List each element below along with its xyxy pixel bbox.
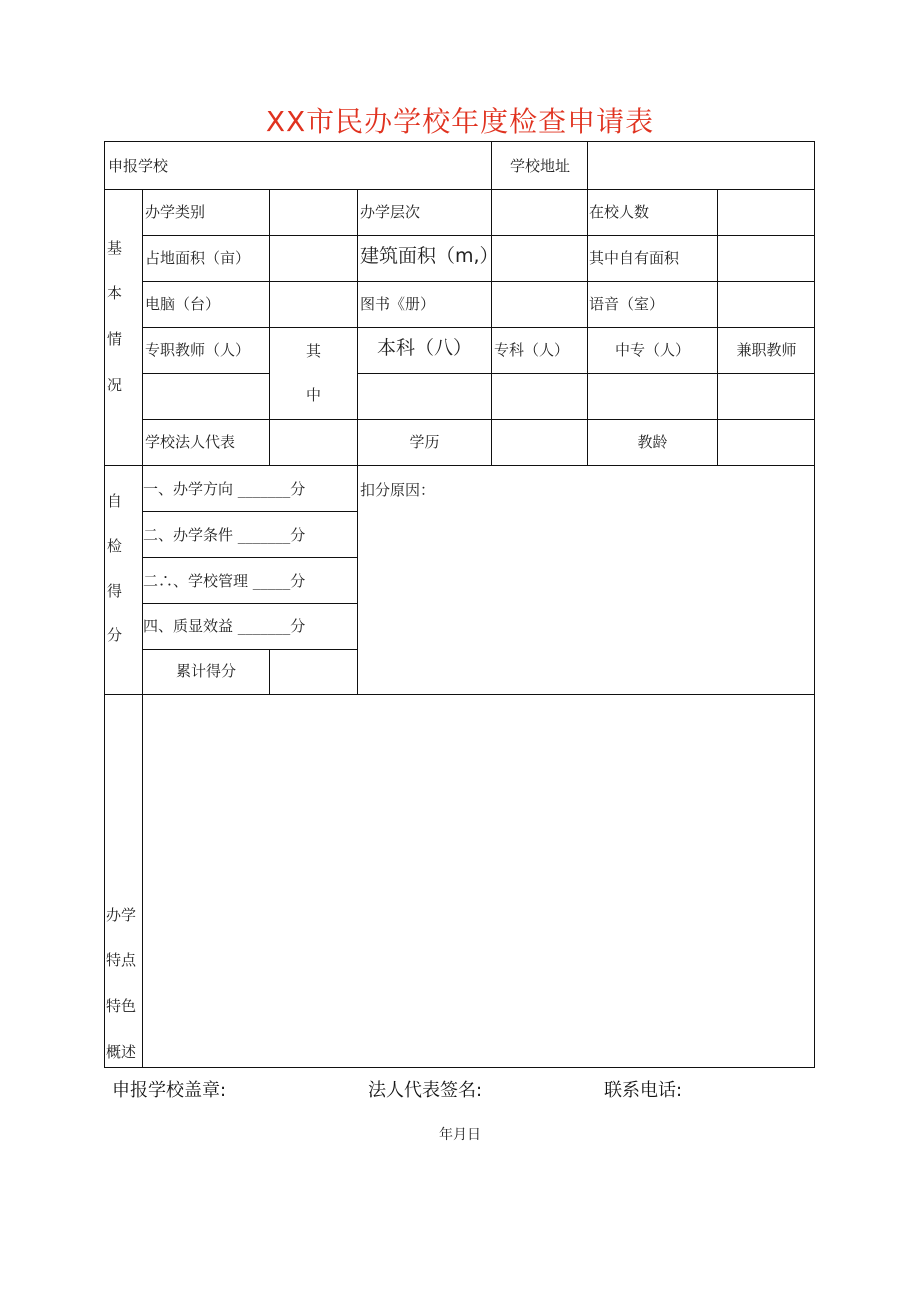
of-which-label: 其 xyxy=(305,342,321,360)
legal-rep-label: 学校法人代表 xyxy=(145,433,236,451)
self-check-section-label: 分 xyxy=(107,626,123,644)
self-check-section-label: 自 xyxy=(107,492,123,510)
of-which-label: 中 xyxy=(305,386,321,404)
self-check-item: 二∴、学校管理 _____分 xyxy=(143,572,306,590)
self-check-item: 四、质显效益 _______分 xyxy=(143,617,306,635)
language-labs-label: 语音（室） xyxy=(589,295,665,313)
school-level-label: 办学层次 xyxy=(360,203,421,221)
column-divider xyxy=(717,189,718,465)
parttime-teachers-label: 兼职教师 xyxy=(736,341,797,359)
school-type-label: 办学类别 xyxy=(145,203,206,221)
own-area-label: 其中自有面积 xyxy=(589,249,680,267)
basic-section-label: 况 xyxy=(107,376,123,394)
fulltime-teachers-label: 专职教师（人） xyxy=(145,341,251,359)
row-divider xyxy=(142,373,269,374)
row-divider xyxy=(104,189,815,190)
column-divider xyxy=(269,189,270,235)
row-divider xyxy=(142,557,358,558)
building-area-label: 建筑面积（m,） xyxy=(360,245,499,267)
applicant-school-label: 申报学校 xyxy=(108,157,169,175)
self-check-item: 一、办学方向 _______分 xyxy=(143,480,306,498)
row-divider xyxy=(142,281,815,282)
column-divider xyxy=(587,189,588,465)
self-check-section-label: 得 xyxy=(107,582,123,600)
row-divider xyxy=(142,649,358,650)
features-label: 特色 xyxy=(106,997,137,1015)
school-address-label: 学校地址 xyxy=(510,157,571,175)
features-label: 概述 xyxy=(106,1043,137,1061)
row-divider xyxy=(142,511,358,512)
row-divider xyxy=(142,419,815,420)
row-divider xyxy=(142,235,815,236)
row-divider xyxy=(142,603,358,604)
self-check-item: 二、办学条件 _______分 xyxy=(143,526,306,544)
basic-section-label: 本 xyxy=(107,284,123,302)
row-divider xyxy=(104,694,815,695)
junior-college-label: 专科（人） xyxy=(494,341,570,359)
deduction-reason-label: 扣分原因： xyxy=(360,481,436,499)
row-divider xyxy=(142,327,815,328)
self-check-section-label: 检 xyxy=(107,537,123,555)
computers-label: 电脑（台） xyxy=(145,295,221,313)
features-label: 特点 xyxy=(106,951,137,969)
basic-section-label: 基 xyxy=(107,239,123,257)
row-divider xyxy=(357,373,815,374)
bachelor-label: 本科（八） xyxy=(376,337,472,359)
school-stamp-label: 申报学校盖章: xyxy=(112,1080,227,1101)
features-label: 办学 xyxy=(106,906,137,924)
column-divider xyxy=(269,649,270,694)
column-divider xyxy=(491,189,492,465)
students-label: 在校人数 xyxy=(589,203,650,221)
column-divider xyxy=(491,141,492,189)
column-divider xyxy=(587,141,588,189)
basic-section-label: 情 xyxy=(107,330,123,348)
total-score-label: 累计得分 xyxy=(175,662,236,680)
books-label: 图书《册） xyxy=(360,295,436,313)
contact-phone-label: 联系电话: xyxy=(604,1080,683,1101)
form-title: XX市民办学校年度检查申请表 xyxy=(265,105,655,138)
education-label: 学历 xyxy=(409,433,440,451)
secondary-label: 中专（人） xyxy=(614,341,690,359)
teaching-years-label: 教龄 xyxy=(637,433,668,451)
legal-rep-signature-label: 法人代表签名: xyxy=(368,1080,483,1101)
land-area-label: 占地面积（亩） xyxy=(145,249,251,267)
row-divider xyxy=(104,465,815,466)
date-label: 年月日 xyxy=(439,1127,481,1143)
